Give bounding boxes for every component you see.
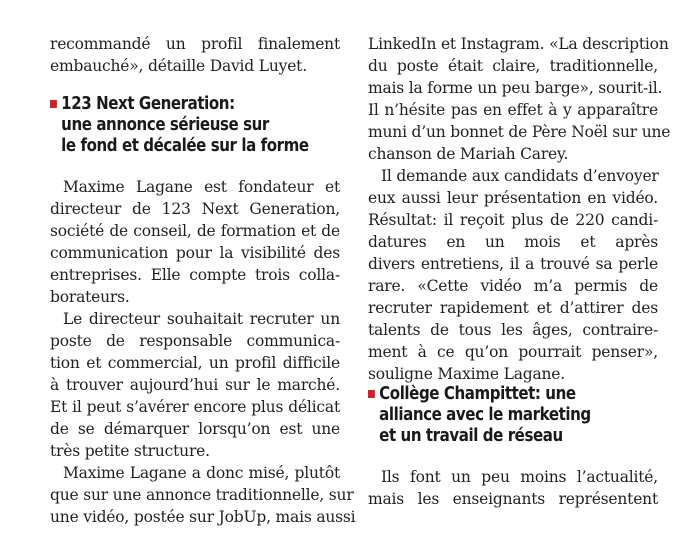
body-line: Et il peut s’avérer encore plus délicat — [50, 398, 340, 416]
body-line: LinkedIn et Instagram. «La description — [368, 35, 669, 53]
heading-line: 123 Next Generation: — [61, 94, 235, 114]
body-line: recommandé un profil finalement — [50, 35, 340, 53]
body-line: à trouver aujourd’hui sur le marché. — [50, 376, 340, 394]
body-line: Ils font un peu moins l’actualité, — [381, 468, 658, 486]
body-line: très petite structure. — [50, 442, 210, 460]
body-line: Résultat: il reçoit plus de 220 candi- — [368, 211, 658, 229]
heading-bullet-icon — [50, 100, 57, 108]
body-line: société de conseil, de formation et de — [50, 222, 340, 240]
body-line: poste de responsable communica- — [50, 332, 340, 350]
body-line: rare. «Cette vidéo m’a permis de — [368, 277, 658, 295]
body-line: muni d’un bonnet de Père Noël sur une — [368, 123, 671, 141]
body-line: de se démarquer lorsqu’on est une — [50, 420, 340, 438]
heading-line: une annonce sérieuse sur — [61, 115, 269, 135]
body-line: entreprises. Elle compte trois colla- — [50, 266, 340, 284]
body-line: directeur de 123 Next Generation, — [50, 200, 340, 218]
body-line: ment à ce qu’on pourrait penser», — [368, 343, 658, 361]
body-line: communication pour la visibilité des — [50, 244, 340, 262]
body-line: Maxime Lagane est fondateur et — [63, 178, 340, 196]
body-line: recruter rapidement et d’attirer des — [368, 299, 658, 317]
body-line: datures en un mois et après — [368, 233, 658, 251]
body-line: borateurs. — [50, 288, 130, 306]
body-line: divers entretiens, il a trouvé sa perle — [368, 255, 658, 273]
body-line: une vidéo, postée sur JobUp, mais aussi — [50, 508, 356, 526]
body-line: Maxime Lagane a donc misé, plutôt — [63, 464, 340, 482]
body-line: mais la forme un peu barge», sourit-il. — [368, 79, 663, 97]
body-line: Il n’hésite pas en effet à y apparaître — [368, 101, 658, 119]
body-line: mais les enseignants représentent — [368, 490, 658, 508]
body-line: eux aussi leur présentation en vidéo. — [368, 189, 658, 207]
body-line: Le directeur souhaitait recruter un — [63, 310, 340, 328]
body-line: tion et commercial, un profil difficile — [50, 354, 340, 372]
body-line: souligne Maxime Lagane. — [368, 365, 565, 383]
body-line: que sur une annonce traditionnelle, sur — [50, 486, 354, 504]
body-line: Il demande aux candidats d’envoyer — [381, 167, 659, 185]
heading-line: le fond et décalée sur la forme — [61, 136, 309, 156]
body-line: talents de tous les âges, contraire- — [368, 321, 658, 339]
heading-line: Collège Champittet: une — [379, 384, 576, 404]
heading-bullet-icon — [368, 390, 375, 398]
body-line: du poste était claire, traditionnelle, — [368, 57, 658, 75]
heading-line: et un travail de réseau — [379, 426, 563, 446]
body-line: chanson de Mariah Carey. — [368, 145, 569, 163]
body-line: embauché», détaille David Luyet. — [50, 57, 307, 75]
heading-line: alliance avec le marketing — [379, 405, 591, 425]
